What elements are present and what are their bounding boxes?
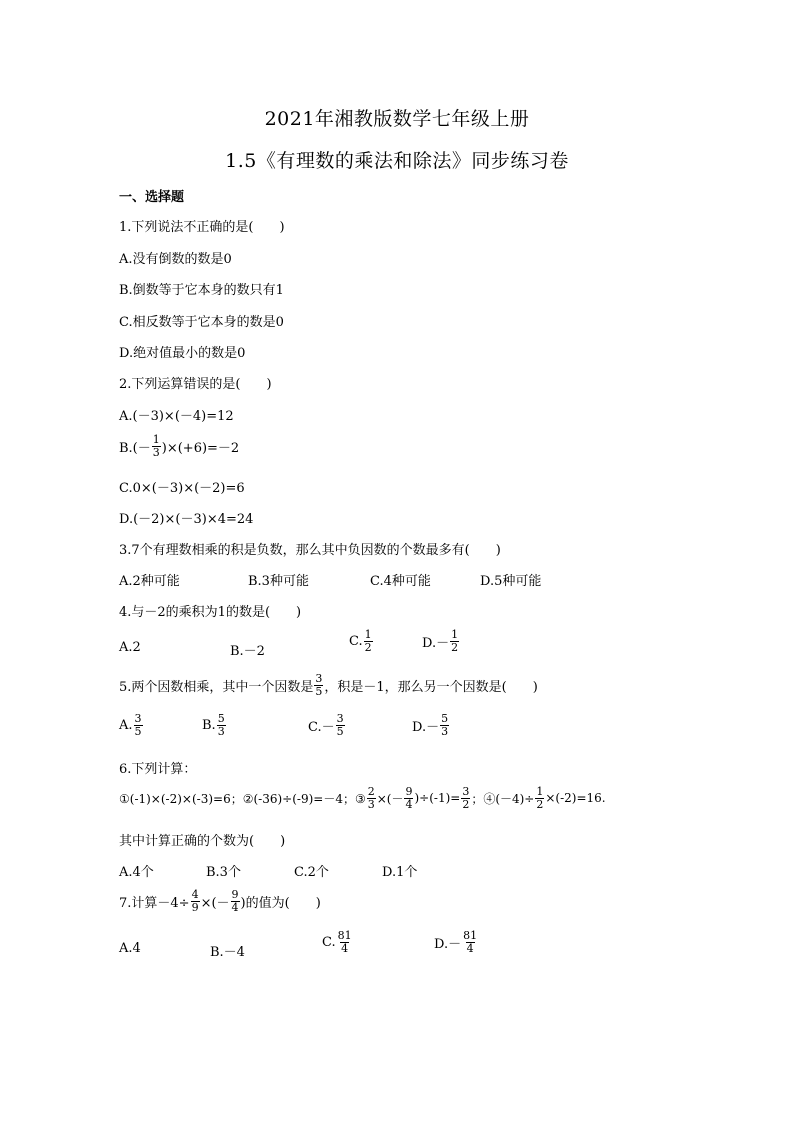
denominator: 4 xyxy=(231,900,239,914)
question-7-option-d xyxy=(434,930,479,954)
question-7-option-c xyxy=(322,930,354,954)
question-6-option-d: D.1个 xyxy=(382,865,418,880)
question-4-option-c xyxy=(349,629,374,653)
denominator: 4 xyxy=(466,941,474,955)
denominator: 4 xyxy=(405,797,413,811)
fraction xyxy=(231,889,240,913)
numerator: 81 xyxy=(337,929,352,942)
question-3-option-b: B.3种可能 xyxy=(248,574,309,589)
numerator: 2 xyxy=(367,785,375,798)
text: D.－ xyxy=(422,635,450,651)
fraction xyxy=(450,629,459,653)
section-heading: 一、选择题 xyxy=(119,190,185,205)
text: ×(-2)=16. xyxy=(545,791,606,806)
fraction xyxy=(152,434,161,458)
question-5-option-b xyxy=(202,713,227,737)
text: C. xyxy=(349,633,363,649)
numerator: 1 xyxy=(536,785,544,798)
text: ，积是－1，那么另一个因数是( ) xyxy=(324,679,538,695)
question-4-stem: 4.与－2的乘积为1的数是( ) xyxy=(119,605,302,620)
text: A. xyxy=(119,717,133,733)
denominator: 2 xyxy=(462,797,470,811)
fraction xyxy=(440,713,449,737)
fraction xyxy=(461,786,470,810)
page-title: 2021年湘教版数学七年级上册 xyxy=(264,108,530,130)
text: )的值为( ) xyxy=(240,895,321,911)
question-4-option-a: A.2 xyxy=(119,640,141,655)
denominator: 2 xyxy=(536,797,544,811)
question-2-option-b xyxy=(119,434,239,458)
question-6-option-a: A.4个 xyxy=(119,865,154,880)
text: )×(+6)=－2 xyxy=(161,440,240,456)
numerator: 4 xyxy=(191,888,199,901)
question-6-stem: 6.下列计算： xyxy=(119,762,197,777)
text: ×(－ xyxy=(376,791,404,806)
question-3-option-c: C.4种可能 xyxy=(370,574,431,589)
question-3-stem: 3.7个有理数相乘的积是负数，那么其中负因数的个数最多有( ) xyxy=(119,543,501,558)
denominator: 3 xyxy=(367,797,375,811)
text: 7.计算－4÷ xyxy=(119,895,190,911)
question-1-option-a: A.没有倒数的数是0 xyxy=(119,252,232,267)
question-2-stem: 2.下列运算错误的是( ) xyxy=(119,377,272,392)
denominator: 2 xyxy=(451,640,459,654)
fraction xyxy=(535,786,544,810)
fraction xyxy=(462,930,478,954)
fraction xyxy=(337,930,353,954)
numerator: 5 xyxy=(441,712,449,725)
question-7-stem xyxy=(119,889,321,913)
question-6-option-b: B.3个 xyxy=(206,865,241,880)
question-6-option-c: C.2个 xyxy=(294,865,329,880)
fraction xyxy=(217,713,226,737)
text: C.－ xyxy=(308,719,335,735)
question-4-option-d xyxy=(422,629,460,653)
denominator: 3 xyxy=(441,724,449,738)
denominator: 3 xyxy=(152,445,160,459)
question-3-option-a: A.2种可能 xyxy=(119,574,180,589)
denominator: 5 xyxy=(315,684,323,698)
numerator: 3 xyxy=(134,712,142,725)
text: B.(－ xyxy=(119,440,151,456)
text: ；④(－4)÷ xyxy=(471,791,535,806)
question-1-stem: 1.下列说法不正确的是( ) xyxy=(119,220,285,235)
text: C. xyxy=(322,934,336,950)
denominator: 4 xyxy=(341,941,349,955)
fraction xyxy=(364,629,373,653)
question-6-calculations xyxy=(119,786,606,810)
question-3-option-d: D.5种可能 xyxy=(480,574,542,589)
text: D.－ xyxy=(434,936,462,952)
question-2-option-a: A.(－3)×(－4)=12 xyxy=(119,409,234,424)
denominator: 2 xyxy=(364,640,372,654)
question-2-option-c: C.0×(－3)×(－2)=6 xyxy=(119,481,245,496)
denominator: 3 xyxy=(217,724,225,738)
numerator: 9 xyxy=(405,785,413,798)
text: D.－ xyxy=(412,719,440,735)
text: B. xyxy=(202,717,216,733)
numerator: 9 xyxy=(231,888,239,901)
question-6-question: 其中计算正确的个数为( ) xyxy=(119,834,286,849)
fraction xyxy=(336,713,345,737)
question-2-option-d: D.(－2)×(－3)×4=24 xyxy=(119,512,254,527)
numerator: 81 xyxy=(463,929,478,942)
denominator: 5 xyxy=(134,724,142,738)
question-5-option-d xyxy=(412,713,450,737)
question-5-option-a xyxy=(119,713,144,737)
numerator: 3 xyxy=(462,785,470,798)
question-7-option-b: B.－4 xyxy=(210,945,245,960)
text: ×(－ xyxy=(200,895,230,911)
denominator: 9 xyxy=(191,900,199,914)
numerator: 3 xyxy=(336,712,344,725)
text: )÷(-1)= xyxy=(414,791,461,806)
question-1-option-c: C.相反数等于它本身的数是0 xyxy=(119,315,284,330)
text: ①(-1)×(-2)×(-3)=6；②(-36)÷(-9)=－4；③ xyxy=(119,791,366,806)
fraction xyxy=(134,713,143,737)
numerator: 1 xyxy=(364,628,372,641)
numerator: 3 xyxy=(315,672,323,685)
fraction xyxy=(367,786,376,810)
question-1-option-b: B.倒数等于它本身的数只有1 xyxy=(119,283,284,298)
numerator: 5 xyxy=(217,712,225,725)
question-1-option-d: D.绝对值最小的数是0 xyxy=(119,346,246,361)
numerator: 1 xyxy=(152,433,160,446)
denominator: 5 xyxy=(336,724,344,738)
question-5-option-c xyxy=(308,713,346,737)
question-5-stem xyxy=(119,673,538,697)
question-4-option-b: B.－2 xyxy=(230,644,265,659)
page-subtitle: 1.5《有理数的乘法和除法》同步练习卷 xyxy=(225,150,569,172)
text: 5.两个因数相乘，其中一个因数是 xyxy=(119,679,314,695)
fraction xyxy=(191,889,200,913)
fraction xyxy=(314,673,323,697)
fraction xyxy=(404,786,413,810)
question-7-option-a: A.4 xyxy=(119,941,141,956)
numerator: 1 xyxy=(451,628,459,641)
